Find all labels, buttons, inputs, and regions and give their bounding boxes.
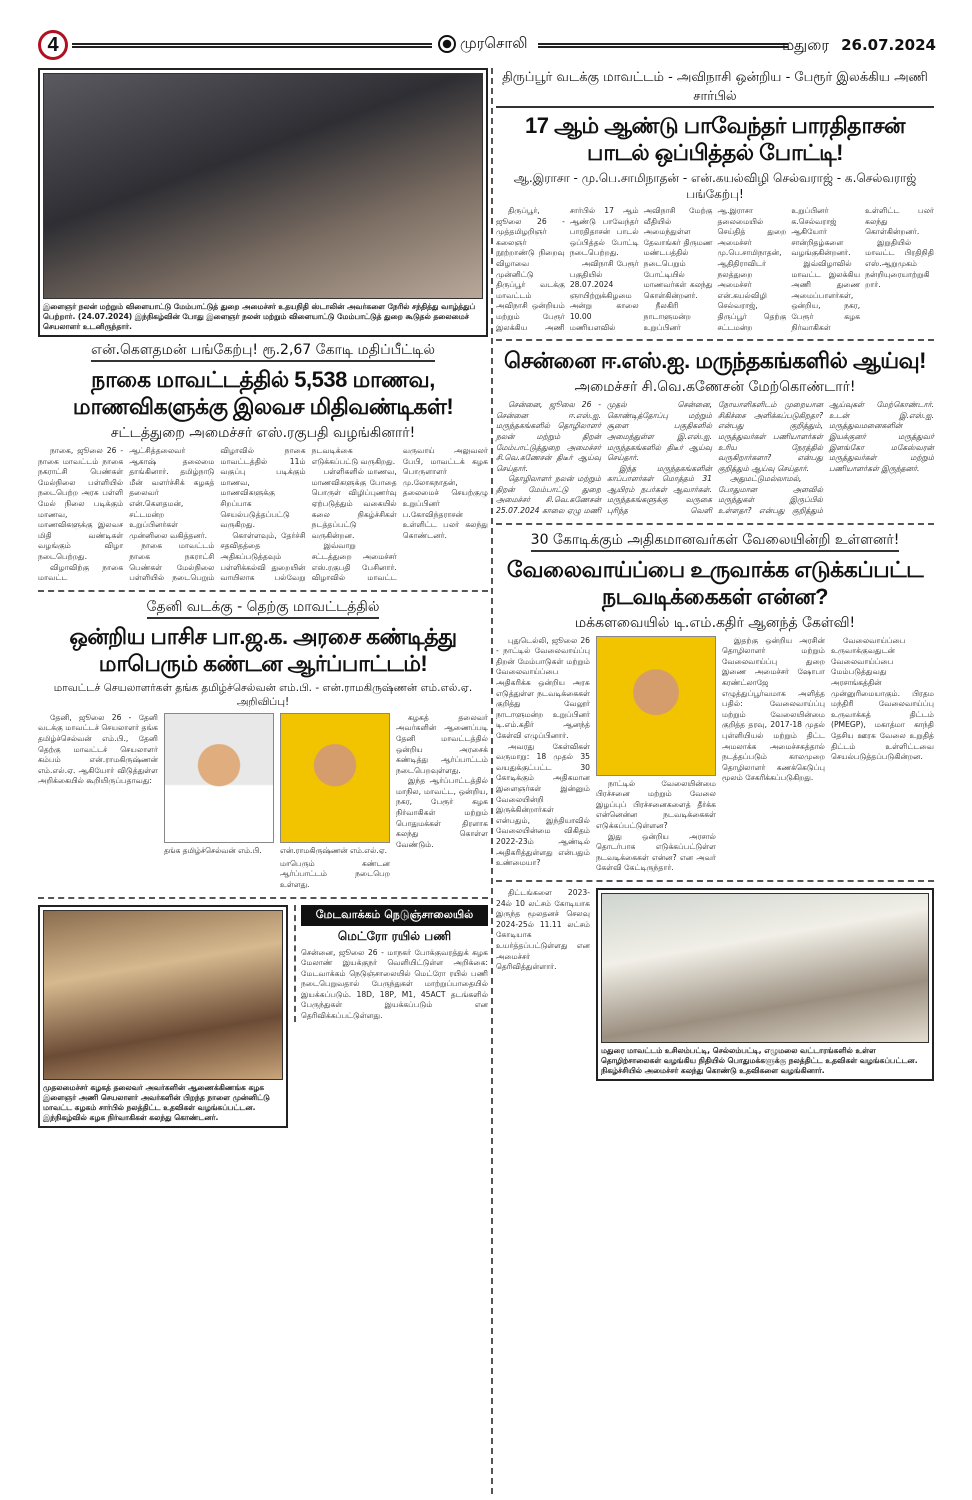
- paragraph: இதற்கு ஒன்றிய அரசின் தொழிலாளர் மற்றும் வேலைவாய்ப்பு துறை இணை அமைச்சர் ஷோபா கரண்ட்லாஜே எழுத்துப்பூர்வமாக அளித்த பதில்: வேலைவாய்ப்பு மற்றும் வேலையின்மை குறித்த தரவு, 2017-18 முதல் புள்ளியியல் மற்றும் திட்ட அமலாக்க அமைச்சகத்தால் நடத்தப்படும் காலமுறை தொழிலாளர் கணக்கெடுப்பு மூலம் சேகரிக்கப்படுகிறது.: [722, 635, 825, 783]
- article-headline: வேலைவாய்ப்பை உருவாக்க எடுக்கப்பட்ட நடவடிக்கைகள் என்ன?: [506, 556, 924, 609]
- article-headline: ஒன்றிய பாசிச பா.ஜ.க. அரசை கண்டித்து மாபெரும் கண்டன ஆர்ப்பாட்டம்!: [69, 623, 457, 676]
- divider: [496, 880, 934, 882]
- drum-icon: [438, 35, 456, 53]
- masthead-logo: [438, 34, 528, 54]
- article-kicker: என்.கௌதமன் பங்கேற்பு! ரூ.2,67 கோடி மதிப்பீட்டில்: [91, 341, 435, 362]
- paragraph: நாகை மாவட்டம் நாகை நகராட்சி பெண்கள் மேல்நிலை பள்ளியில் நடைபெறும் விழாவில் நாகை மாவட்டத்தில் 11ம் வகுப்பு படிக்கும் மாணவ, மாணவிகளுக்கு சிறப்பாக செயல்படுத்தப்பட்டு வருகிறது.: [129, 446, 306, 583]
- paragraph: அதுமட்டுமல்லாமல், போதுமான அளவில் மருந்துகள் இருப்பில் உள்ளதா? என்பது குறித்தும் ஆய்வுகள் மேற்கொண்டார். உடன் இ.எஸ்.ஐ. மருத்துவமனைகளின் இயக்குனர் மருத்துவர் இளங்கோ மகேஸ்வரன் மருத்துவர்கள் மற்றும் பணியாளர்கள் இருந்தனர்.: [718, 400, 934, 516]
- paragraph: இவ்விழாவில் மாவட்ட இலக்கிய அணி துணை அமைப்பாளர்கள், ஒன்றிய, நகர, பேரூர் கழக நிர்வாகிகள் உள்ளிட்ட பலர் கலந்து கொள்கின்றனர்.: [791, 206, 934, 332]
- paragraph: இந்த மருந்தகங்களின் காப்பாளர்கள் மொத்தம் 31 ஆயிரம் நபர்கள் ஆவார்கள். மருந்தகங்களுக்கு வருகை புரிந்த வெளி நோயாளிகளிடம் முறையான சிகிச்சை அளிக்கப்படுகிறதா? என்பது குறித்தும், மருத்துவர்கள் பணியாளர்கள் உரிய நேரத்தில் வருகிறார்களா? என்பது குறித்தும் ஆய்வு செய்தார்.: [607, 400, 823, 516]
- article-body: [38, 446, 488, 584]
- paragraph: சென்னை, ஜூலை 26 - சென்னை ஈ.எஸ்.ஐ. மருந்தகங்களில் தொழிலாளர் நலன் மற்றும் திறன் மேம்பாட்டுத்துறை அமைச்சர் சி.வெ.கணேசன் திடீர் ஆய்வு செய்தார்.: [496, 400, 601, 473]
- photo-frame: [38, 905, 288, 1128]
- bottom-right-row: [496, 888, 934, 1081]
- paragraph: நாகை, ஜூலை 26 - நாகை மாவட்டம் நாகை நகராட்சி பெண்கள் மேல்நிலை பள்ளியில் நடைபெற்ற அரசு பள்ளி மேல் நிலை படிக்கும் மாணவ, மாணவிகளுக்கு இலவச மிதி வண்டிகள் வழங்கும் விழா நடைபெற்றது.: [38, 446, 124, 561]
- article-theni-body: [38, 713, 488, 891]
- paragraph: திட்டங்களை 2023-24ல் 10 லட்சம் கோடியாக இருந்த மூலதனச் செலவு 2024-25ல் 11.11 லட்சம் கோடியாக உயர்த்தப்பட்டுள்ளது என அமைச்சர் தெரிவித்துள்ளார்.: [496, 888, 590, 972]
- news-photo: [601, 893, 929, 1043]
- article-kicker: திருப்பூர் வடக்கு மாவட்டம் - அவிநாசி ஒன்றிய - பேரூர் இலக்கிய அணி சார்பில்: [496, 68, 934, 108]
- article-jobs-body: [496, 636, 934, 874]
- paragraph: இவ்வாறு சட்டத்துறை அமைச்சர் எஸ்.ரகுபதி பேசினார். விழாவில் மாவட்ட வருவாய் அலுவலர் பேபி, மாவட்டக் கழக பொருளாளர் மு.லோகநாதன், தலைமைச் செயற்குழு உறுப்பினர் ப.கோவிந்தராசன் உள்ளிட்ட பலர் கலந்து கொண்டனர்.: [311, 446, 488, 583]
- edition-date: [782, 36, 936, 56]
- paragraph: அவரது கேள்விகள் வருமாறு: 18 முதல் 35 வயதுக்குட்பட்ட 30 கோடிக்கும் அதிகமான இளைஞர்கள் இன்னும் வேலையின்றி இருக்கின்றார்கள் என்பதும், இந்தியாவில் வேலையின்மை விகிதம் 2022-23ம் ஆண்டில் அதிகரித்துள்ளது என்பதும் உண்மையா?: [496, 741, 590, 868]
- paragraph: இது ஒன்றிய அரசால் தொடர்பாக எடுக்கப்பட்டுள்ள நடவடிக்கைகள் என்ன? என அவர் கேள்வி கேட்டிருந்தார்.: [596, 831, 716, 873]
- paragraph: நீலகிரி நாடாளுமன்ற உறுப்பினர் ஆ.இராசா தலைமையில் செய்தித் துறை அமைச்சர் மு.பெ.சாமிநாதன், ஆதிதிராவிடர் நலத்துறை அமைச்சர் என்.கயல்விழி செல்வராஜ், திருப்பூர் தெற்கு சட்டமன்ற உறுப்பினர் க.செல்வராஜ் ஆகியோர் சான்றிதழ்களை வழங்குகின்றனர்.: [643, 206, 851, 332]
- article-body: [496, 636, 590, 869]
- photo-caption: மதுரை மாவட்டம் உசிலம்பட்டி, செல்லம்பட்டி, எழுமலை வட்டாரங்களில் உள்ள தொழிற்சாலைகள் வழங்கிய நிதியில் பொதுமக்களுக்கு நலத்திட்ட உதவிகள் வழங்கப்பட்டன. நிகழ்ச்சியில் அமைச்சர் கலந்து கொண்டு உதவிகளை வழங்கினார்.: [601, 1046, 918, 1075]
- article-headline: நாகை மாவட்டத்தில் 5,538 மாணவ, மாணவிகளுக்கு இலவச மிதிவண்டிகள்!: [72, 367, 454, 419]
- paragraph: பள்ளிகளில் மாணவ, மாணவிகளுக்கு போதை பொருள் விழிப்புணர்வு ஏற்படுத்தும் வகையில் கலை நிகழ்ச்சிகள் நடத்தப்பட்டு வருகின்றன.: [311, 467, 397, 540]
- divider: [496, 523, 934, 525]
- photo-caption: இளைஞர் நலன் மற்றும் விளையாட்டு மேம்பாட்டுத் துறை அமைச்சர் உதயநிதி ஸ்டாலின் அவர்களை நேரில் சந்தித்து வாழ்த்துப் பெற்றார். (24.07.2024) இந்நிகழ்வின் போது இளைஞர் நலன் மற்றும் விளையாட்டு மேம்பாட்டுத் துறை கூடுதல் தலைமைச் செயலாளர் உடனிருந்தார்.: [43, 302, 476, 331]
- divider: [38, 897, 488, 899]
- portrait-photo: [164, 713, 274, 843]
- article-subhead: மாவட்டச் செயலாளர்கள் தங்க தமிழ்ச்செல்வன் எம்.பி. - என்.ராமகிருஷ்ணன் எம்.எல்.ஏ. அறிவிப்பு!: [53, 681, 473, 708]
- article-headline: 17 ஆம் ஆண்டு பாவேந்தர் பாரதிதாசன் பாடல் ஒப்பித்தல் போட்டி!: [525, 113, 905, 165]
- paragraph: தேனி, ஜூலை 26 - தேனி வடக்கு மாவட்டச் செயலாளர் தங்க தமிழ்ச்செல்வன் எம்.பி., தேனி தெற்கு மாவட்டச் செயலாளர் கம்பம் என்.ராமகிருஷ்ணன் எம்.எல்.ஏ. ஆகியோர் விடுத்துள்ள அறிக்கையில் கூறியிருப்பதாவது:: [38, 712, 158, 786]
- issue-date: 26.07.2024: [841, 36, 936, 54]
- article-body: [722, 636, 934, 784]
- paragraph: தொழிலாளர் நலன் மற்றும் திறன் மேம்பாட்டு துறை அமைச்சர் சி.வெ.கணேசன் 25.07.2024 காலை ஏழு மணி முதல் சென்னை, கொண்டித்தோப்பு மற்றும் சூளை பகுதிகளில் அமைந்துள்ள இ.எஸ்.ஐ. மருந்தகங்களில் திடீர் ஆய்வு செய்தார்.: [496, 400, 712, 516]
- divider: [38, 590, 488, 592]
- photo-caption: முதலமைச்சர் கழகத் தலைவர் அவர்களின் ஆணைக்கிணங்க கழக இளைஞர் அணி செயலாளர் அவர்களின் பிறந்த நாளை முன்னிட்டு மாவட்ட கழகம் சார்பில் நலத்திட்ட உதவிகள் வழங்கப்பட்டன. இந்நிகழ்வில் கழக நிர்வாகிகள் கலந்து கொண்டனர்.: [43, 1082, 270, 1122]
- header-rule: [538, 43, 788, 48]
- header-rule: [72, 43, 432, 48]
- article-subhead: சட்டத்துறை அமைச்சர் எஸ்.ரகுபதி வழங்கினார்!: [110, 425, 416, 441]
- portrait-photo: [280, 713, 390, 843]
- portrait-photo: [596, 636, 716, 776]
- edition-city: மதுரை: [782, 36, 830, 54]
- portrait-caption: என்.ராமகிருஷ்ணன் எம்.எல்.ஏ.: [280, 845, 387, 855]
- paragraph: கழகத் தலைவர் அவர்களின் ஆணைப்படி தேனி மாவட்டத்தில் ஒன்றிய அரசைக் கண்டித்து ஆர்ப்பாட்டம் நடைபெறவுள்ளது.: [396, 712, 488, 775]
- paragraph: விழாவிற்கு நாகை மாவட்ட ஆட்சித்தலைவர் ஆகாஷ் தலைமை தாங்கினார். தமிழ்நாடு மீன் வளர்ச்சிக் கழகத் தலைவர் என்.கௌதமன், சட்டமன்ற உறுப்பினர்கள் முன்னிலை வகித்தனர்.: [38, 446, 215, 583]
- article-headline: சென்னை ஈ.எஸ்.ஐ. மருந்தகங்களில் ஆய்வு!: [503, 348, 927, 374]
- paragraph: கொள்ளவும், தேர்ச்சி சதவிதத்தை அதிகப்படுத்தவும் பள்ளிக்கல்வி துறையின் வாயிலாக பல்வேறு நடவடிக்கை எடுக்கப்பட்டு வருகிறது.: [220, 446, 396, 583]
- paragraph: இறுதியில் மாவட்ட பிரதிநிதி எஸ்.ஆறுமுகம் நன்றியுரையாற்றுகிறார்.: [865, 237, 934, 290]
- right-column: [496, 68, 934, 1081]
- article-body: [38, 713, 158, 787]
- column-divider: [491, 68, 493, 1494]
- article-headline: மேடவாக்கம் நெடுஞ்சாலையில்: [301, 905, 488, 926]
- article-subhead: மக்களவையில் டி.எம்.கதிர் ஆனந்த் கேள்வி!: [574, 614, 856, 631]
- article-body: [596, 779, 716, 874]
- portrait-caption: தங்க தமிழ்ச்செல்வன் எம்.பி.: [164, 845, 262, 855]
- article-kicker: 30 கோடிக்கும் அதிகமானவர்கள் வேலையின்றி உள்ளனர்!: [531, 531, 900, 552]
- article-body: [496, 206, 934, 333]
- article-body-tail: மாபெரும் கண்டன ஆர்ப்பாட்டம் நடைபெற உள்ளது.: [280, 858, 390, 889]
- paragraph: வேலைவாய்ப்பை உருவாக்குவதுடன் வேலைவாய்ப்பை மேம்படுத்துவது அரசாங்கத்தின் முன்னுரிமையாகும். பிரதம மந்திரி வேலைவாய்ப்பு உருவாக்கத் திட்டம் (PMEGP), மகாத்மா காந்தி தேசிய ஊரக வேலை உறுதித் திட்டம் உள்ளிட்டவை செயல்படுத்தப்படுகின்றன.: [831, 635, 934, 762]
- paragraph: நாட்டில் வேலையின்மை பிரச்சனை மற்றும் வேலை இழப்புப் பிரச்சனைகளைத் தீர்க்க என்னென்ன நடவடிக்கைகள் எடுக்கப்பட்டுள்ளன?: [596, 778, 716, 831]
- photo-frame: [596, 888, 934, 1081]
- paragraph: இந்த ஆர்ப்பாட்டத்தில் மாநில, மாவட்ட, ஒன்றிய, நகர, பேரூர் கழக நிர்வாகிகள் மற்றும் பொதுமக்கள் திரளாக கலந்து கொள்ள வேண்டும்.: [396, 776, 488, 849]
- page-number: 4: [38, 30, 68, 60]
- portrait-block: [280, 713, 390, 891]
- paper-name: முரசொலி: [460, 34, 528, 52]
- article-subhead: ஆ.இராசா - மு.பெ.சாமிநாதன் - என்.கயல்விழி செல்வராஜ் - க.செல்வராஜ் பங்கேற்பு!: [513, 171, 917, 201]
- portrait-block: [596, 636, 716, 874]
- article-subhead: அமைச்சர் சி.வெ.கணேசன் மேற்கொண்டார்!: [574, 379, 856, 396]
- article-metro: [294, 905, 488, 1022]
- news-photo: [43, 910, 283, 1080]
- page-header: [38, 30, 936, 64]
- divider: [496, 339, 934, 341]
- article-body: [496, 888, 590, 973]
- paragraph: புதுடெல்லி, ஜூலை 26 - நாட்டில் வேலைவாய்ப்பு திறன் மேம்பாடுகள் மற்றும் வேலைவாய்ப்பை அதிகரிக்க ஒன்றிய அரசு எடுத்துள்ள நடவடிக்கைகள் குறித்து வேலூர் நாடாளுமன்ற உறுப்பினர் டி.எம்.கதிர் ஆனந்த் கேள்வி எழுப்பினார்.: [496, 635, 590, 740]
- portrait-block: [164, 713, 274, 856]
- article-kicker: தேனி வடக்கு - தெற்கு மாவட்டத்தில்: [147, 598, 380, 619]
- left-column: [38, 68, 488, 1128]
- article-headline-line2: மெட்ரோ ரயில் பணி: [337, 928, 452, 943]
- article-body: [396, 713, 488, 851]
- article-body: [496, 400, 934, 517]
- news-photo: [43, 73, 483, 299]
- paragraph: திருப்பூர், ஜூலை 26 - முத்தமிழறிஞர் கலைஞர் நூற்றாண்டு நிறைவு விழாவை முன்னிட்டு திருப்பூர் வடக்கு மாவட்டம் அவிநாசி ஒன்றியம் மற்றும் பேரூர் இலக்கிய அணி சார்பில் 17 ஆம் ஆண்டு பாவேந்தர் பாரதிதாசன் பாடல் ஒப்பித்தல் போட்டி நடைபெற்றது.: [496, 206, 639, 332]
- article-body: சென்னை, ஜூலை 26 - மாநகர் போக்குவரத்துக் கழக மேலாண் இயக்குநர் வெளியிட்டுள்ள அறிக்கை: மேடவாக்கம் நெடுஞ்சாலையில் மெட்ரோ ரயில் பணி நடைபெறுவதால் பேருந்துகள் மாற்றுப்பாதையில் இயக்கப்படும். 18D, 18P, M1, 45ACT தடங்களில் பேருந்துகள் இயக்கப்படும் என தெரிவிக்கப்பட்டுள்ளது.: [301, 947, 488, 1021]
- paragraph: அவிநாசி பேரூர் பகுதியில் 28.07.2024 ஞாயிற்றுக்கிழமை அன்று காலை 10.00 மணியளவில் அவிநாசி மேற்கு வீதியில் அமைந்துள்ள தேவாங்கர் திருமண மண்டபத்தில் நடைபெறும் போட்டியில் மாணவர்கள் கலந்து கொள்கின்றனர்.: [569, 206, 713, 332]
- bottom-left-row: [38, 905, 488, 1128]
- photo-frame: [38, 68, 488, 337]
